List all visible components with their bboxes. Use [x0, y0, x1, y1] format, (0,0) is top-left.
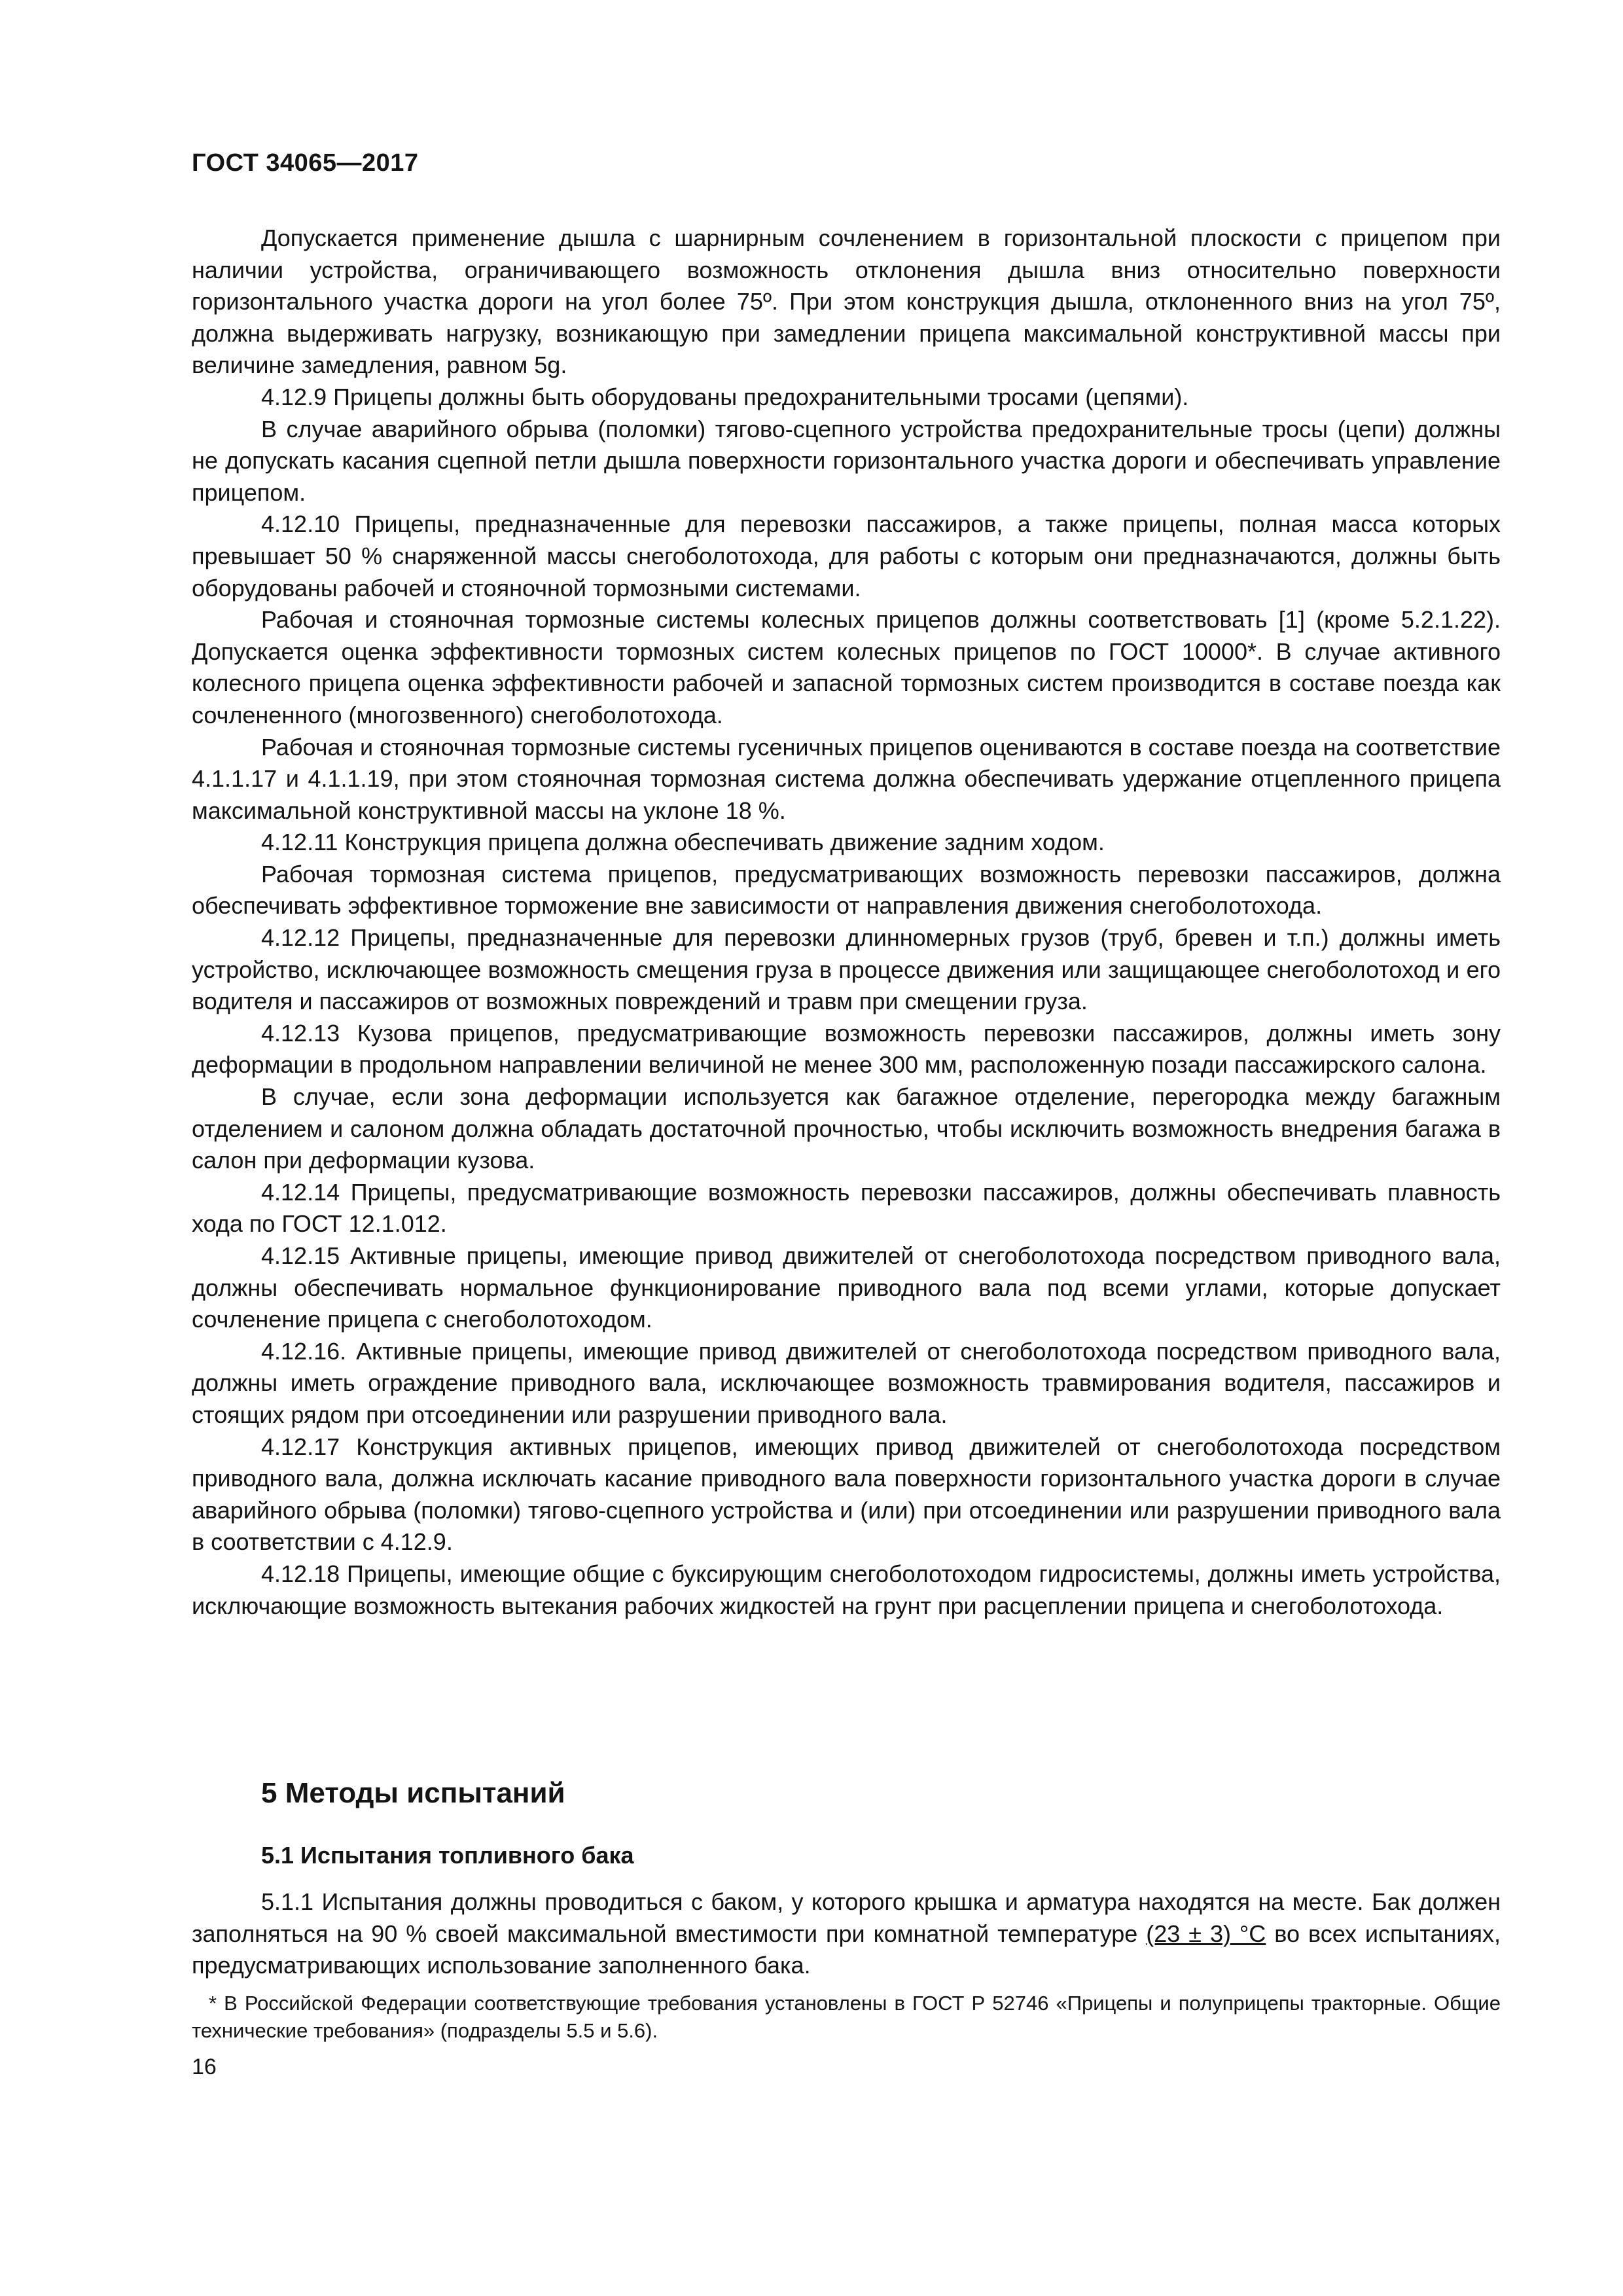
paragraph: 4.12.15 Активные прицепы, имеющие привод движителей от снегоболотохода посредством приводного вала, должны обеспечивать нормальное функционирование приводного вала под всеми углами, которые допускает сочленение прицепа с снегоболотоходом. [192, 1242, 1501, 1333]
paragraph: Рабочая и стояночная тормозные системы гусеничных прицепов оцениваются в составе поезда на соответствие 4.1.1.17 и 4.1.1.19, при этом стояночная тормозная система должна обеспечивать удержание отцепленного прицепа максимальной конструктивной массы на уклоне 18 %. [192, 733, 1501, 824]
paragraph: 4.12.18 Прицепы, имеющие общие с буксирующим снегоболотоходом гидросистемы, должны иметь устройства, исключающие возможность вытекания рабочих жидкостей на грунт при расцеплении прицепа и снегоболотохода. [192, 1560, 1501, 1619]
temperature-value: (23 ± 3) °С [1146, 1920, 1266, 1947]
paragraph: В случае, если зона деформации используется как багажное отделение, перегородка между багажным отделением и салоном должна обладать достаточной прочностью, чтобы исключить возможность внедрения багажа в салон при деформации кузова. [192, 1083, 1501, 1174]
paragraph: 4.12.10 Прицепы, предназначенные для перевозки пассажиров, а также прицепы, полная масса которых превышает 50 % снаряженной массы снегоболотохода, для работы с которым они предназначаются, должны быть оборудованы рабочей и стояночной тормозными системами. [192, 511, 1501, 601]
paragraph-end: во всех испытаниях, предусматривающих использование заполненного бака. [192, 1920, 1501, 1979]
paragraph-start: 5.1.1 Испытания должны проводиться с баком, у которого крышка и арматура находятся на месте. Бак должен заполняться на 90 % своей максимальной вместимости при комнатной температуре [192, 1888, 1501, 1947]
footnote [192, 1990, 1501, 2045]
body-text [192, 223, 1501, 1622]
paragraph: Допускается применение дышла с шарнирным сочленением в горизонтальной плоскости с прицепом при наличии устройства, ограничивающего возможность отклонения дышла вниз относительно поверхности горизонтального участка дороги на угол более 75º. При этом конструкция дышла, отклоненного вниз на угол 75º, должна выдерживать нагрузку, возникающую при замедлении прицепа максимальной конструктивной массы при величине замедления, равном 5g. [192, 224, 1501, 379]
section-title: 5 Методы испытаний [261, 1777, 565, 1809]
paragraph: В случае аварийного обрыва (поломки) тягово-сцепного устройства предохранительные тросы (цепи) должны не допускать касания сцепной петли дышла поверхности горизонтального участка дороги и обеспечивать управление прицепом. [192, 415, 1501, 506]
paragraph: 4.12.12 Прицепы, предназначенные для перевозки длинномерных грузов (труб, бревен и т.п.) должны иметь устройство, исключающее возможность смещения груза в процессе движения или защищающее снегоболотоход и его водителя и пассажиров от возможных повреждений и травм при смещении груза. [192, 924, 1501, 1015]
subsection-text [192, 1886, 1501, 1982]
subsection-title: 5.1 Испытания топливного бака [261, 1842, 634, 1869]
paragraph: 4.12.17 Конструкция активных прицепов, имеющих привод движителей от снегоболотохода посредством приводного вала, должна исключать касание приводного вала поверхности горизонтального участка дороги в случае аварийного обрыва (поломки) тягово-сцепного устройства и (или) при отсоединении или разрушении приводного вала в соответствии с 4.12.9. [192, 1433, 1501, 1556]
page-number: 16 [192, 2054, 217, 2079]
footnote-text: * В Российской Федерации соответствующие требования установлены в ГОСТ Р 52746 «Прицепы и полуприцепы тракторные. Общие технические требования» (подразделы 5.5 и 5.6). [192, 1992, 1501, 2042]
paragraph: 4.12.16. Активные прицепы, имеющие привод движителей от снегоболотохода посредством приводного вала, должны иметь ограждение приводного вала, исключающее возможность травмирования водителя, пассажиров и стоящих рядом при отсоединении или разрушении приводного вала. [192, 1337, 1501, 1428]
paragraph: 4.12.11 Конструкция прицепа должна обеспечивать движение задним ходом. [261, 829, 1105, 856]
paragraph: 4.12.13 Кузова прицепов, предусматривающие возможность перевозки пассажиров, должны иметь зону деформации в продольном направлении величиной не менее 300 мм, расположенную позади пассажирского салона. [192, 1019, 1501, 1079]
paragraph: Рабочая тормозная система прицепов, предусматривающих возможность перевозки пассажиров, должна обеспечивать эффективное торможение вне зависимости от направления движения снегоболотохода. [192, 860, 1501, 920]
paragraph [192, 1886, 1501, 1982]
paragraph: Рабочая и стояночная тормозные системы колесных прицепов должны соответствовать [1] (кроме 5.2.1.22). Допускается оценка эффективности тормозных систем колесных прицепов по ГОСТ 10000*. В случае активного колесного прицепа оценка эффективности рабочей и запасной тормозных систем производится в составе поезда как сочлененного (многозвенного) снегоболотохода. [192, 606, 1501, 728]
document-header: ГОСТ 34065—2017 [192, 149, 419, 177]
paragraph: 4.12.9 Прицепы должны быть оборудованы предохранительными тросами (цепями). [261, 383, 1189, 410]
paragraph: 4.12.14 Прицепы, предусматривающие возможность перевозки пассажиров, должны обеспечивать плавность хода по ГОСТ 12.1.012. [192, 1178, 1501, 1238]
